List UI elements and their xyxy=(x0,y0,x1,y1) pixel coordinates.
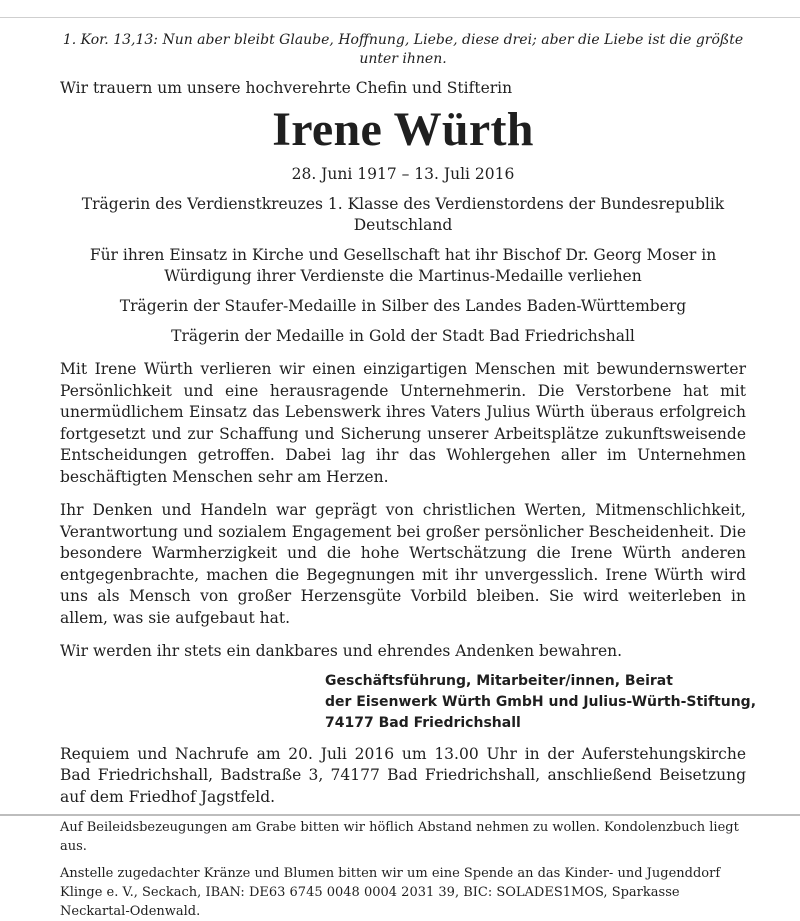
signer-line: Geschäftsführung, Mitarbeiter/innen, Beirat xyxy=(325,672,673,689)
condolence-note: Auf Beileidsbezeugungen am Grabe bitten wir höflich Abstand nehmen zu wollen. Kondolenzbuch liegt aus. xyxy=(60,820,739,854)
honor-martinus-medaille: Für ihren Einsatz in Kirche und Gesellschaft hat ihr Bischof Dr. Georg Moser in Würdigung ihrer Verdienste die Martinus-Medaille verliehen xyxy=(89,246,717,285)
life-dates: 28. Juni 1917 – 13. Juli 2016 xyxy=(291,165,515,183)
paragraph-values: Ihr Denken und Handeln war geprägt von christlichen Werten, Mitmenschlichkeit, Verantwortung und sozialem Engagement bei großer persönlicher Bescheidenheit. Die besondere Warmherzigkeit und die hohe Wertschätzung die Irene Würth anderen entgegenbrachte, machen die Begegnungen mit ihr unvergesslich. Irene Würth wird uns als Mensch von großer Herzensgüte Vorbild bleiben. Sie wird weiterleben in allem, was sie aufgebaut hat. xyxy=(60,501,746,627)
signer-line: 74177 Bad Friedrichshall xyxy=(325,714,521,731)
obituary-notice xyxy=(60,31,757,921)
honor-medaille-gold: Trägerin der Medaille in Gold der Stadt Bad Friedrichshall xyxy=(171,327,635,345)
paragraph-tribute: Mit Irene Würth verlieren wir einen einzigartigen Menschen mit bewundernswerter Persönlichkeit und eine herausragende Unternehmerin. Die Verstorbene hat mit unermüdlichem Einsatz das Lebenswerk ihres Vaters Julius Würth überaus erfolgreich fortgesetzt und zur Schaffung und Sicherung unserer Arbeitsplätze zukunftsweisende Entscheidungen getroffen. Dabei lag ihr das Wohlergehen aller im Unternehmen beschäftigten Menschen sehr am Herzen. xyxy=(60,360,746,486)
donation-note: Anstelle zugedachter Kränze und Blumen bitten wir um eine Spende an das Kinder- und Jugenddorf Klinge e. V., Seckach, IBAN: DE63 6745 0048 0004 2031 39, BIC: SOLADES1MOS, Sparkasse Neckartal-Odenwald. xyxy=(60,866,721,919)
paragraph-remembrance: Wir werden ihr stets ein dankbares und ehrendes Andenken bewahren. xyxy=(60,642,623,660)
intro-line: Wir trauern um unsere hochverehrte Chefin und Stifterin xyxy=(60,79,513,97)
honor-staufer-medaille: Trägerin der Staufer-Medaille in Silber des Landes Baden-Württemberg xyxy=(119,297,687,315)
signer-line: der Eisenwerk Würth GmbH und Julius-Würth-Stiftung, xyxy=(325,693,757,710)
deceased-name: Irene Würth xyxy=(272,103,534,156)
bible-verse: 1. Kor. 13,13: Nun aber bleibt Glaube, Hoffnung, Liebe, diese drei; aber die Liebe ist die größte unter ihnen. xyxy=(62,32,744,67)
honor-verdienstkreuz: Trägerin des Verdienstkreuzes 1. Klasse des Verdienstordens der Bundesrepublik Deutschland xyxy=(81,195,725,234)
requiem-info: Requiem und Nachrufe am 20. Juli 2016 um 13.00 Uhr in der Auferstehungskirche Bad Friedrichshall, Badstraße 3, 74177 Bad Friedrichshall, anschließend Beisetzung auf dem Friedhof Jagstfeld. xyxy=(60,744,746,806)
bottom-rule xyxy=(0,814,800,816)
signers-block xyxy=(325,671,757,734)
top-rule xyxy=(0,17,800,18)
